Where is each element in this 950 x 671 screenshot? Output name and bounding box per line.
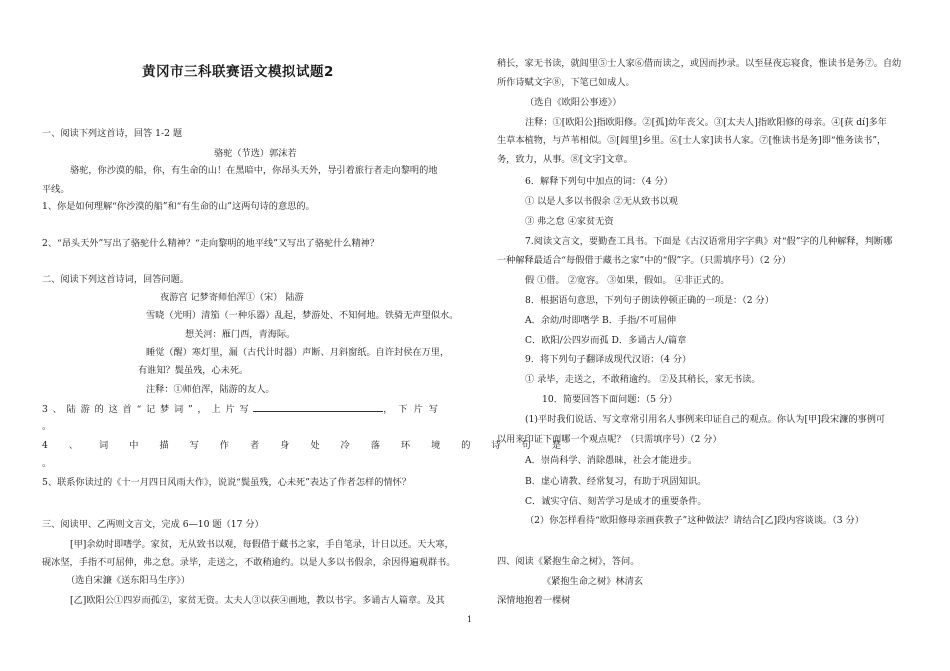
poem1-line: 骆驼，你沙漠的船，你，有生命的山！在黑暗中，你昂头天外，导引着旅行者走向黎明的地	[70, 165, 438, 176]
passage-yi-line: 稍长，家无书读，就闾里⑤士人家⑥借而读之，或因而抄录。以至昼夜忘寝食，惟读书是务⑦。自幼	[497, 58, 902, 69]
question-4-prompt: 4、词中描写作者身处冷落环境的诗句是	[42, 440, 583, 451]
section3-heading: 三、阅读甲、乙两则文言文，完成 6—10 题（17 分）	[42, 519, 264, 530]
question-4	[42, 436, 583, 456]
question-10-option: B．虚心请教、经常复习，有助于巩固知识。	[525, 476, 707, 487]
question-7-options: 假 ①借。 ②宽容。 ③如果，假如。 ④非正式的。	[525, 275, 730, 286]
question-8: 8．根据语句意思，下列句子朗读停顿正确的一项是：（2 分）	[525, 295, 774, 306]
section4-title: 《紧抱生命之树》林清玄	[542, 576, 644, 587]
question-3-prompt: 3、陆游的这首“记梦词”，上片写	[42, 404, 254, 415]
answer-blank[interactable]	[253, 401, 383, 412]
poem2-title: 夜游宫 记梦寄师伯浑①（宋） 陆游	[160, 292, 304, 303]
question-3-prompt: ，下片写	[383, 404, 444, 415]
question-7: 7.阅读文言文，要勤查工具书。下面是《古汉语常用字字典》对“假”字的几种解释，判断哪	[525, 236, 893, 247]
question-10-option: C．诚实守信、刻苦学习是成才的重要条件。	[525, 496, 707, 507]
poem1-line: 平线。	[42, 184, 70, 195]
question-10-part1: 以用来印证下面哪一个观点呢？（只需填序号）（2 分）	[497, 434, 722, 445]
passage-jia-line: 砚冰坚，手指不可屈伸，弗之怠。录毕，走送之，不敢稍逾约。以是人多以书假余，余因得遍观群书。	[42, 557, 456, 568]
question-3	[42, 400, 444, 420]
passage-jia-line: [甲]余幼时即嗜学。家贫，无从致书以观，每假借于藏书之家，手自笔录，计日以还。天大寒，	[70, 539, 454, 550]
section1-heading: 一、阅读下列这首诗，回答 1-2 题	[42, 128, 183, 139]
question-10-part2: （2）你怎样看待“欧阳修母亲画荻教子”这种做法？请结合[乙]段内容谈谈。（3 分）	[525, 515, 864, 526]
passage-jia-source: （选自宋濂《送东阳马生序》）	[66, 575, 191, 586]
section4-line: 深情地抱着一棵树	[497, 595, 571, 606]
annotation-line: 务，致力，从事。⑧[文字]文章。	[497, 154, 633, 165]
question-6-options: ③ 弗之怠 ④家贫无资	[525, 216, 614, 227]
passage-yi-source: （选自《欧阳公事迹》）	[525, 97, 622, 108]
poem2-line: 想关河：雁门西，青海际。	[185, 329, 296, 340]
annotation-line: 生草本植物，与芦苇相似。⑤[闾里]乡里。⑥[士人家]读书人家。⑦[惟读书是务]即“惟务读书”，	[497, 135, 887, 146]
page-title: 黄冈市三科联赛语文模拟试题2	[142, 64, 334, 80]
question-8-options: C．欧阳/公四岁而孤 D．多诵古人/篇章	[525, 335, 687, 346]
poem2-line: 有谁知？鬓虽残，心未死。	[138, 365, 249, 376]
passage-yi-line: 所作诗赋文字⑧，下笔已如成人。	[497, 77, 635, 88]
question-2: 2、“昂头天外”写出了骆驼什么精神？“走向黎明的地平线”又写出了骆驼什么精神？	[42, 238, 380, 249]
question-8-options: A．余幼/时即嗜学 B．手指/不可屈伸	[525, 315, 677, 326]
question-10-option: A．崇尚科学、消除愚昧，社会才能进步。	[525, 455, 698, 466]
question-10-part1: (1)平时我们说话、写文章常引用名人事例来印证自己的观点。你认为[甲]段宋濂的事例可	[525, 414, 886, 425]
question-4-end: 。	[42, 458, 52, 469]
question-9-options: ① 录毕，走送之，不敢稍逾约。 ②及其稍长，家无书读。	[525, 374, 761, 385]
passage-yi-line: [乙]欧阳公①四岁而孤②，家贫无资。太夫人③以荻④画地，教以书字。多诵古人篇章。及其	[70, 595, 445, 606]
question-5: 5、联系你读过的《十一月四日风雨大作》，说说“鬓虽残，心未死”表达了作者怎样的情怀？	[42, 477, 411, 488]
question-7: 一种解释最适合“每假借于藏书之家”中的“假”字。（只需填序号）（2 分）	[497, 255, 791, 266]
question-3-end: 。	[42, 421, 52, 432]
question-10: 10．简要回答下面问题：（5 分）	[542, 394, 678, 405]
section2-heading: 二、阅读下列这首诗词，回答问题。	[42, 274, 189, 285]
question-6-options: ① 以是人多以书假余 ②无从致书以观	[525, 196, 678, 207]
page-number: 1	[467, 615, 473, 624]
section4-heading: 四、阅读《紧抱生命之树》，答问。	[497, 556, 640, 567]
question-6: 6．解释下列句中加点的词：（4 分）	[525, 176, 673, 187]
question-1: 1、你是如何理解“你沙漠的船”和“有生命的山”这两句诗的意思的。	[42, 201, 315, 212]
annotation-line: 注释：①[欧阳公]指欧阳修。②[孤]幼年丧父。③[太夫人]指欧阳修的母亲。④[荻 dí]多年	[525, 117, 887, 128]
poem2-note: 注释：①师伯浑，陆游的友人。	[146, 384, 275, 395]
poem2-line: 雪晓（光明）清笳（一种乐器）乱起，梦游处、不知何地。铁骑无声望似水。	[146, 310, 459, 321]
poem2-line: 睡觉（醒）寒灯里，漏（古代计时器）声断、月斜窗纸。自许封侯在万里，	[146, 347, 450, 358]
poem1-title: 骆驼（节选）郭沫若	[214, 148, 297, 159]
question-9: 9．将下列句子翻译成现代汉语：（4 分）	[525, 354, 692, 365]
